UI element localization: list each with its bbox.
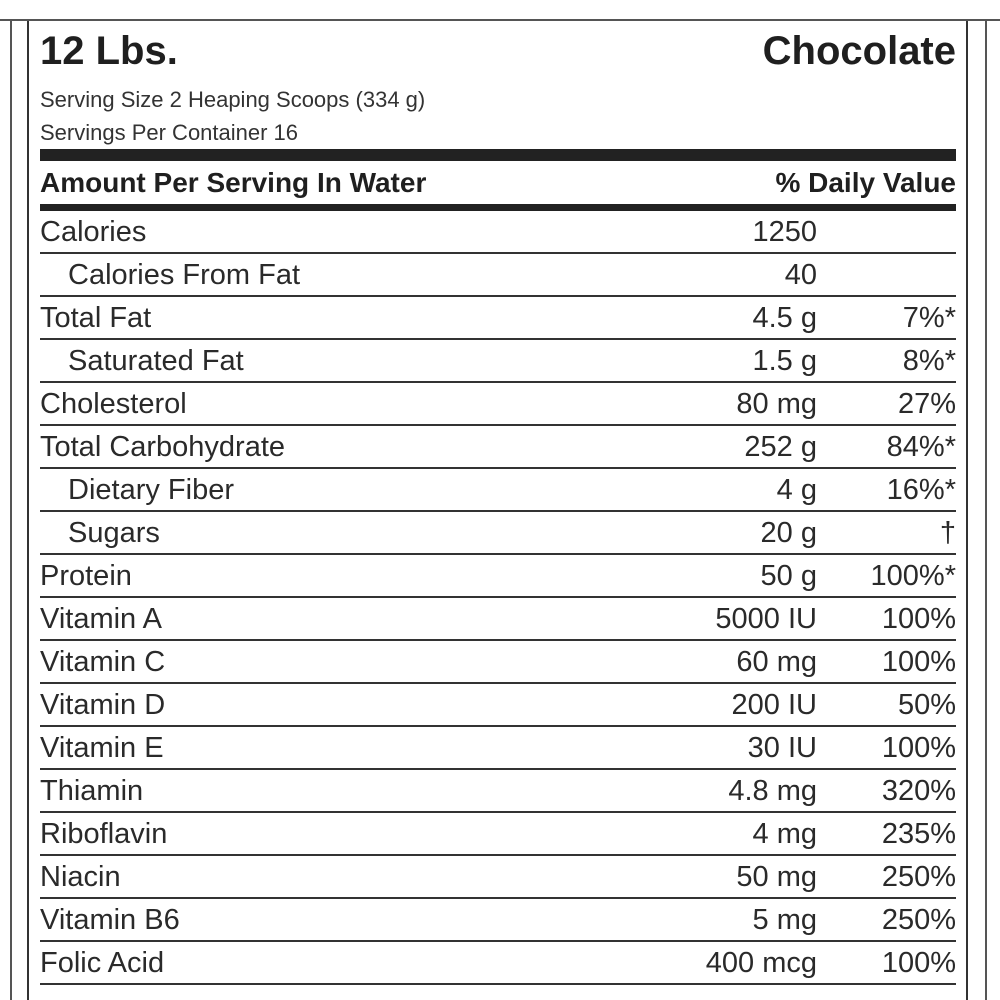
- nutrient-amount: 40: [784, 259, 817, 291]
- nutrient-name: Folic Acid: [40, 947, 165, 979]
- nutrient-row: [40, 426, 956, 469]
- nutrient-amount: 50 mg: [736, 861, 817, 893]
- title-row: [40, 21, 956, 81]
- nutrient-name: Saturated Fat: [68, 345, 244, 377]
- nutrition-facts-panel: [40, 21, 956, 985]
- nutrient-row: [40, 469, 956, 512]
- nutrient-daily-value: 235%: [881, 818, 956, 850]
- nutrient-name: Total Carbohydrate: [40, 431, 286, 463]
- nutrient-daily-value: 7%*: [902, 302, 956, 334]
- nutrient-row: [40, 555, 956, 598]
- nutrient-amount: 1.5 g: [752, 345, 817, 377]
- servings-per-container: Servings Per Container 16: [40, 120, 299, 145]
- nutrient-name: Vitamin A: [40, 603, 162, 635]
- nutrient-daily-value: 250%: [881, 904, 956, 936]
- nutrient-amount: 50 g: [760, 560, 817, 592]
- nutrient-daily-value: 100%: [881, 646, 956, 678]
- nutrient-daily-value: 100%: [881, 732, 956, 764]
- nutrient-rows: [40, 211, 956, 985]
- serving-size: Serving Size 2 Heaping Scoops (334 g): [40, 87, 426, 112]
- nutrient-daily-value: 8%*: [902, 345, 956, 377]
- nutrient-row: [40, 211, 956, 254]
- nutrient-daily-value: 100%*: [870, 560, 956, 592]
- nutrient-row: [40, 383, 956, 426]
- nutrient-amount: 80 mg: [736, 388, 817, 420]
- nutrient-daily-value: 16%*: [886, 474, 956, 506]
- nutrient-amount: 252 g: [744, 431, 817, 463]
- outer-right-border: [985, 19, 987, 1000]
- nutrient-daily-value: 250%: [881, 861, 956, 893]
- nutrient-amount: 4 mg: [752, 818, 817, 850]
- nutrient-name: Sugars: [68, 517, 160, 549]
- daily-value-header: % Daily Value: [775, 167, 956, 198]
- nutrient-row: [40, 684, 956, 727]
- nutrient-daily-value: 50%: [897, 689, 956, 721]
- product-weight: 12 Lbs.: [40, 29, 178, 73]
- nutrient-amount: 5000 IU: [715, 603, 817, 635]
- amount-header-row: [40, 161, 956, 204]
- nutrient-row: [40, 727, 956, 770]
- nutrient-row: [40, 512, 956, 555]
- nutrient-amount: 60 mg: [736, 646, 817, 678]
- nutrient-daily-value: 84%*: [886, 431, 956, 463]
- medium-divider: [40, 204, 956, 211]
- nutrient-daily-value: †: [939, 517, 956, 549]
- nutrient-row: [40, 899, 956, 942]
- nutrient-amount: 1250: [752, 216, 817, 248]
- nutrient-daily-value: 320%: [881, 775, 956, 807]
- nutrient-amount: 5 mg: [752, 904, 817, 936]
- nutrient-name: Vitamin D: [40, 689, 166, 721]
- nutrient-row: [40, 770, 956, 813]
- nutrient-daily-value: 27%: [897, 388, 956, 420]
- nutrient-name: Thiamin: [40, 775, 144, 807]
- nutrient-row: [40, 942, 956, 985]
- nutrient-row: [40, 254, 956, 297]
- nutrient-row: [40, 813, 956, 856]
- nutrient-name: Calories: [40, 216, 147, 248]
- nutrient-name: Total Fat: [40, 302, 152, 334]
- nutrient-amount: 200 IU: [731, 689, 817, 721]
- nutrient-daily-value: 100%: [881, 603, 956, 635]
- nutrient-amount: 30 IU: [747, 732, 817, 764]
- nutrient-name: Dietary Fiber: [68, 474, 234, 506]
- nutrient-name: Vitamin B6: [40, 904, 180, 936]
- nutrient-name: Cholesterol: [40, 388, 187, 420]
- amount-per-serving-header: Amount Per Serving In Water: [40, 167, 427, 198]
- nutrient-amount: 20 g: [760, 517, 817, 549]
- thick-divider: [40, 149, 956, 161]
- nutrient-row: [40, 598, 956, 641]
- nutrient-amount: 4.5 g: [752, 302, 817, 334]
- nutrient-name: Protein: [40, 560, 132, 592]
- nutrient-name: Riboflavin: [40, 818, 168, 850]
- nutrient-amount: 400 mcg: [705, 947, 817, 979]
- nutrient-row: [40, 297, 956, 340]
- nutrient-row: [40, 641, 956, 684]
- nutrient-row: [40, 340, 956, 383]
- outer-left-border: [10, 19, 12, 1000]
- nutrient-name: Niacin: [40, 861, 121, 893]
- nutrient-name: Vitamin C: [40, 646, 166, 678]
- nutrient-name: Vitamin E: [40, 732, 164, 764]
- nutrient-name: Calories From Fat: [68, 259, 301, 291]
- nutrient-amount: 4 g: [776, 474, 817, 506]
- nutrient-daily-value: 100%: [881, 947, 956, 979]
- product-flavor: Chocolate: [762, 29, 956, 73]
- nutrient-amount: 4.8 mg: [728, 775, 817, 807]
- nutrient-row: [40, 856, 956, 899]
